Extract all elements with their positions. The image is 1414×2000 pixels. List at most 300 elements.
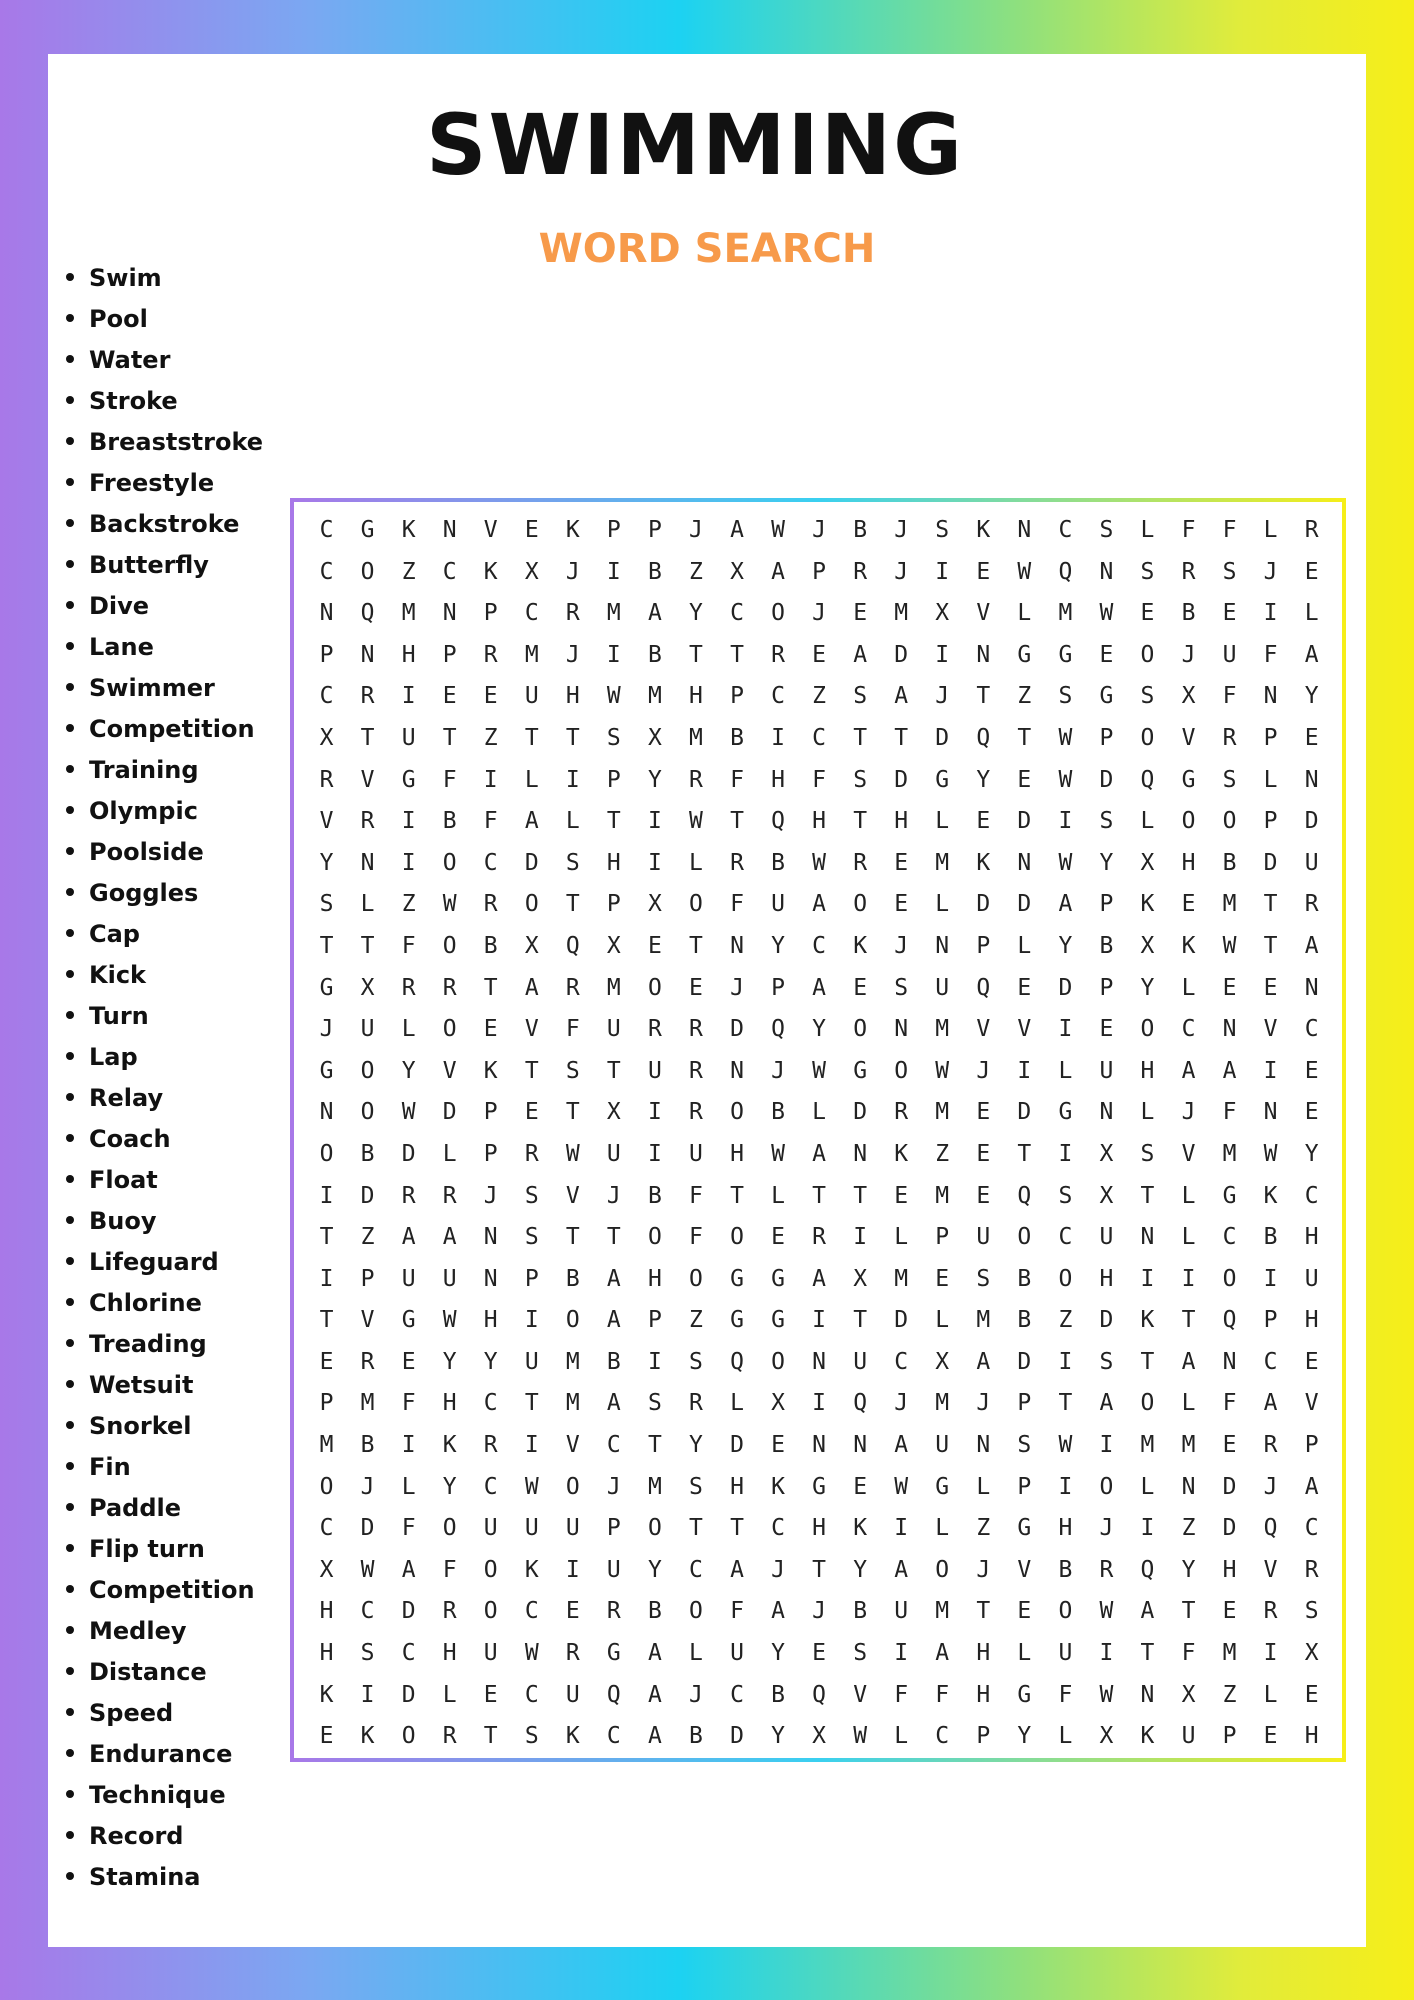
grid-letter[interactable]: W (1263, 1140, 1278, 1167)
grid-letter[interactable]: L (894, 1723, 909, 1750)
grid-letter[interactable]: J (894, 517, 909, 543)
grid-letter[interactable]: A (1140, 1598, 1155, 1625)
grid-letter[interactable]: A (730, 1556, 744, 1583)
grid-letter[interactable]: Q (1058, 558, 1073, 585)
grid-letter[interactable]: F (401, 1515, 416, 1542)
grid-letter[interactable]: H (1099, 1265, 1114, 1292)
grid-letter[interactable]: C (524, 600, 539, 627)
grid-letter[interactable]: T (894, 724, 909, 751)
grid-letter[interactable]: O (360, 558, 375, 585)
grid-letter[interactable]: O (647, 974, 662, 1001)
grid-letter[interactable]: B (771, 1681, 785, 1708)
grid-letter[interactable]: A (647, 600, 662, 627)
grid-letter[interactable]: U (1304, 1265, 1319, 1292)
grid-letter[interactable]: B (565, 1265, 580, 1292)
grid-letter[interactable]: O (565, 1307, 580, 1334)
grid-letter[interactable]: T (483, 1723, 498, 1750)
grid-letter[interactable]: N (976, 1432, 991, 1459)
grid-letter[interactable]: I (935, 558, 950, 585)
grid-letter[interactable]: D (730, 1016, 744, 1043)
grid-letter[interactable]: V (1181, 1140, 1196, 1167)
grid-letter[interactable]: D (976, 891, 991, 918)
grid-letter[interactable]: W (401, 1099, 416, 1126)
grid-letter[interactable]: T (1140, 1640, 1155, 1667)
grid-letter[interactable]: S (1140, 558, 1155, 585)
grid-letter[interactable]: W (853, 1723, 868, 1750)
grid-letter[interactable]: G (1099, 683, 1114, 710)
grid-letter[interactable]: A (1263, 1390, 1278, 1417)
grid-letter[interactable]: C (606, 1432, 621, 1459)
grid-letter[interactable]: B (771, 849, 785, 876)
grid-letter[interactable]: C (442, 558, 457, 585)
grid-letter[interactable]: R (1304, 517, 1319, 543)
grid-letter[interactable]: I (1181, 1265, 1196, 1292)
grid-letter[interactable]: N (319, 1099, 334, 1126)
grid-letter[interactable]: I (606, 641, 621, 668)
grid-letter[interactable]: K (1140, 1307, 1155, 1334)
grid-letter[interactable]: E (771, 1224, 785, 1251)
grid-letter[interactable]: A (1099, 1390, 1114, 1417)
grid-letter[interactable]: U (524, 1348, 539, 1375)
grid-letter[interactable]: P (360, 1265, 375, 1292)
grid-letter[interactable]: Z (1222, 1681, 1237, 1708)
grid-letter[interactable]: W (565, 1140, 580, 1167)
grid-letter[interactable]: N (1222, 1348, 1237, 1375)
grid-letter[interactable]: H (1181, 849, 1196, 876)
grid-letter[interactable]: V (442, 1057, 457, 1084)
grid-letter[interactable]: O (565, 1473, 580, 1500)
grid-letter[interactable]: Z (360, 1224, 375, 1251)
grid-letter[interactable]: T (565, 1224, 580, 1251)
grid-letter[interactable]: A (606, 1307, 621, 1334)
grid-letter[interactable]: F (1263, 641, 1278, 668)
grid-letter[interactable]: R (689, 766, 703, 793)
grid-letter[interactable]: Q (1222, 1307, 1237, 1334)
grid-letter[interactable]: G (1017, 641, 1032, 668)
grid-letter[interactable]: P (1263, 724, 1278, 751)
grid-letter[interactable]: Y (771, 932, 785, 959)
grid-letter[interactable]: B (442, 808, 457, 835)
grid-letter[interactable]: E (1222, 600, 1237, 627)
grid-letter[interactable]: T (565, 724, 580, 751)
grid-letter[interactable]: A (853, 641, 868, 668)
grid-letter[interactable]: C (771, 1515, 785, 1542)
grid-letter[interactable]: H (442, 1390, 457, 1417)
grid-letter[interactable]: U (606, 1556, 621, 1583)
grid-letter[interactable]: Q (976, 724, 991, 751)
grid-letter[interactable]: N (730, 1057, 744, 1084)
grid-letter[interactable]: T (524, 1390, 539, 1417)
grid-letter[interactable]: A (442, 1224, 457, 1251)
grid-letter[interactable]: N (976, 641, 991, 668)
grid-letter[interactable]: X (1181, 683, 1196, 710)
grid-letter[interactable]: A (647, 1681, 662, 1708)
grid-letter[interactable]: M (606, 600, 621, 627)
grid-letter[interactable]: F (401, 932, 416, 959)
grid-letter[interactable]: T (360, 932, 375, 959)
grid-letter[interactable]: Q (1017, 1182, 1032, 1209)
grid-letter[interactable]: L (360, 891, 375, 918)
grid-letter[interactable]: E (894, 1182, 909, 1209)
grid-letter[interactable]: B (689, 1723, 703, 1750)
grid-letter[interactable]: I (812, 1390, 827, 1417)
grid-letter[interactable]: Q (565, 932, 580, 959)
grid-letter[interactable]: E (1304, 1681, 1319, 1708)
grid-letter[interactable]: T (976, 1598, 991, 1625)
grid-letter[interactable]: O (1181, 808, 1196, 835)
grid-letter[interactable]: T (730, 1182, 744, 1209)
grid-letter[interactable]: G (812, 1473, 827, 1500)
grid-letter[interactable]: S (689, 1473, 703, 1500)
grid-letter[interactable]: P (606, 517, 621, 543)
grid-letter[interactable]: A (812, 974, 827, 1001)
grid-letter[interactable]: M (1222, 1140, 1237, 1167)
grid-letter[interactable]: L (1017, 932, 1032, 959)
grid-letter[interactable]: F (689, 1224, 703, 1251)
grid-letter[interactable]: C (730, 1681, 744, 1708)
grid-letter[interactable]: M (894, 1265, 909, 1292)
grid-letter[interactable]: T (730, 641, 744, 668)
grid-letter[interactable]: W (771, 517, 785, 543)
grid-letter[interactable]: I (1263, 1640, 1278, 1667)
grid-letter[interactable]: M (935, 1598, 950, 1625)
grid-letter[interactable]: N (1099, 558, 1114, 585)
grid-letter[interactable]: F (1058, 1681, 1073, 1708)
grid-letter[interactable]: O (689, 1598, 703, 1625)
grid-letter[interactable]: H (894, 808, 909, 835)
grid-letter[interactable]: H (319, 1640, 334, 1667)
grid-letter[interactable]: R (442, 1723, 457, 1750)
grid-letter[interactable]: B (771, 1099, 785, 1126)
grid-letter[interactable]: P (1304, 1432, 1319, 1459)
grid-letter[interactable]: W (812, 849, 827, 876)
grid-letter[interactable]: P (606, 891, 621, 918)
grid-letter[interactable]: O (771, 600, 785, 627)
grid-letter[interactable]: E (812, 641, 827, 668)
grid-letter[interactable]: C (524, 1681, 539, 1708)
grid-letter[interactable]: K (483, 1057, 498, 1084)
grid-letter[interactable]: C (1058, 517, 1073, 543)
grid-letter[interactable]: A (812, 891, 827, 918)
grid-letter[interactable]: U (771, 891, 785, 918)
grid-letter[interactable]: R (1181, 558, 1196, 585)
grid-letter[interactable]: E (1304, 1057, 1319, 1084)
grid-letter[interactable]: D (1099, 1307, 1114, 1334)
grid-letter[interactable]: F (689, 1182, 703, 1209)
grid-letter[interactable]: E (647, 932, 662, 959)
grid-letter[interactable]: V (360, 766, 375, 793)
grid-letter[interactable]: O (853, 1016, 868, 1043)
grid-letter[interactable]: L (1263, 766, 1278, 793)
grid-letter[interactable]: C (483, 849, 498, 876)
grid-letter[interactable]: M (1140, 1432, 1155, 1459)
grid-letter[interactable]: A (1304, 932, 1319, 959)
grid-letter[interactable]: I (1058, 808, 1073, 835)
grid-letter[interactable]: S (565, 1057, 580, 1084)
grid-letter[interactable]: Q (976, 974, 991, 1001)
grid-letter[interactable]: R (442, 974, 457, 1001)
grid-letter[interactable]: U (1304, 849, 1319, 876)
grid-letter[interactable]: D (935, 724, 950, 751)
grid-letter[interactable]: C (319, 517, 334, 543)
grid-letter[interactable]: X (1099, 1182, 1114, 1209)
grid-letter[interactable]: K (1140, 891, 1155, 918)
grid-letter[interactable]: H (483, 1307, 498, 1334)
grid-letter[interactable]: M (935, 1016, 950, 1043)
grid-letter[interactable]: G (1017, 1681, 1032, 1708)
grid-letter[interactable]: G (771, 1307, 785, 1334)
grid-letter[interactable]: X (812, 1723, 827, 1750)
grid-letter[interactable]: T (689, 932, 703, 959)
grid-letter[interactable]: W (771, 1140, 785, 1167)
grid-letter[interactable]: O (1058, 1598, 1073, 1625)
grid-letter[interactable]: R (565, 1640, 580, 1667)
grid-letter[interactable]: N (1140, 1224, 1155, 1251)
grid-letter[interactable]: A (730, 517, 744, 543)
grid-letter[interactable]: I (1263, 600, 1278, 627)
grid-letter[interactable]: S (606, 724, 621, 751)
grid-letter[interactable]: R (319, 766, 334, 793)
grid-letter[interactable]: A (1058, 891, 1073, 918)
grid-letter[interactable]: Y (771, 1640, 785, 1667)
grid-letter[interactable]: E (1304, 1348, 1319, 1375)
grid-letter[interactable]: K (976, 517, 991, 543)
grid-letter[interactable]: O (771, 1348, 785, 1375)
grid-letter[interactable]: X (360, 974, 375, 1001)
grid-letter[interactable]: B (647, 641, 662, 668)
grid-letter[interactable]: Z (1181, 1515, 1196, 1542)
grid-letter[interactable]: E (853, 1473, 868, 1500)
grid-letter[interactable]: O (689, 1265, 703, 1292)
grid-letter[interactable]: E (935, 1265, 950, 1292)
grid-letter[interactable]: T (730, 808, 744, 835)
grid-letter[interactable]: L (812, 1099, 827, 1126)
grid-letter[interactable]: M (1058, 600, 1073, 627)
grid-letter[interactable]: E (319, 1723, 334, 1750)
grid-letter[interactable]: P (483, 1140, 498, 1167)
grid-letter[interactable]: T (1181, 1307, 1196, 1334)
grid-letter[interactable]: P (606, 1515, 621, 1542)
grid-letter[interactable]: R (483, 1432, 498, 1459)
grid-letter[interactable]: V (1017, 1016, 1032, 1043)
grid-letter[interactable]: I (401, 849, 416, 876)
grid-letter[interactable]: S (524, 1182, 539, 1209)
grid-letter[interactable]: C (319, 558, 334, 585)
grid-letter[interactable]: M (524, 641, 539, 668)
grid-letter[interactable]: R (1263, 1598, 1278, 1625)
grid-letter[interactable]: F (401, 1390, 416, 1417)
grid-letter[interactable]: U (565, 1681, 580, 1708)
grid-letter[interactable]: T (853, 1182, 868, 1209)
grid-letter[interactable]: B (1222, 849, 1237, 876)
grid-letter[interactable]: T (647, 1432, 662, 1459)
grid-letter[interactable]: L (1181, 1390, 1196, 1417)
grid-letter[interactable]: I (894, 1515, 909, 1542)
grid-letter[interactable]: U (894, 1598, 909, 1625)
grid-letter[interactable]: D (360, 1515, 375, 1542)
grid-letter[interactable]: B (1017, 1265, 1032, 1292)
grid-letter[interactable]: T (1181, 1598, 1196, 1625)
grid-letter[interactable]: J (935, 683, 950, 710)
grid-letter[interactable]: T (853, 1307, 868, 1334)
grid-letter[interactable]: I (647, 849, 662, 876)
grid-letter[interactable]: Z (812, 683, 827, 710)
grid-letter[interactable]: M (1181, 1432, 1196, 1459)
grid-letter[interactable]: W (894, 1473, 909, 1500)
grid-letter[interactable]: T (319, 932, 334, 959)
grid-letter[interactable]: C (483, 1390, 498, 1417)
grid-letter[interactable]: G (1017, 1515, 1032, 1542)
grid-letter[interactable]: C (730, 600, 744, 627)
grid-letter[interactable]: D (401, 1681, 416, 1708)
grid-letter[interactable]: R (524, 1140, 539, 1167)
grid-letter[interactable]: H (1140, 1057, 1155, 1084)
grid-letter[interactable]: R (771, 641, 785, 668)
grid-letter[interactable]: A (1304, 641, 1319, 668)
grid-letter[interactable]: G (401, 1307, 416, 1334)
grid-letter[interactable]: R (442, 1182, 457, 1209)
grid-letter[interactable]: I (812, 1307, 827, 1334)
grid-letter[interactable]: I (319, 1182, 334, 1209)
grid-letter[interactable]: P (606, 766, 621, 793)
grid-letter[interactable]: W (689, 808, 703, 835)
grid-letter[interactable]: H (1304, 1307, 1319, 1334)
grid-letter[interactable]: N (894, 1016, 909, 1043)
grid-letter[interactable]: L (1181, 1182, 1196, 1209)
grid-letter[interactable]: Z (976, 1515, 991, 1542)
grid-letter[interactable]: J (812, 1598, 827, 1625)
grid-letter[interactable]: Z (401, 558, 416, 585)
grid-letter[interactable]: S (1099, 808, 1114, 835)
grid-letter[interactable]: E (1263, 1723, 1278, 1750)
grid-letter[interactable]: U (1181, 1723, 1196, 1750)
grid-letter[interactable]: C (689, 1556, 703, 1583)
grid-letter[interactable]: O (360, 1099, 375, 1126)
grid-letter[interactable]: V (565, 1182, 580, 1209)
grid-letter[interactable]: V (319, 808, 334, 835)
grid-letter[interactable]: S (1099, 1348, 1114, 1375)
grid-letter[interactable]: I (1263, 1057, 1278, 1084)
grid-letter[interactable]: S (1222, 558, 1237, 585)
grid-letter[interactable]: L (442, 1681, 457, 1708)
grid-letter[interactable]: Q (771, 1016, 785, 1043)
grid-letter[interactable]: J (565, 641, 580, 668)
grid-letter[interactable]: L (1304, 600, 1319, 627)
grid-letter[interactable]: G (1058, 641, 1073, 668)
grid-letter[interactable]: Y (689, 1432, 703, 1459)
grid-letter[interactable]: U (483, 1515, 498, 1542)
grid-letter[interactable]: N (483, 1265, 498, 1292)
grid-letter[interactable]: T (730, 1515, 744, 1542)
grid-letter[interactable]: D (401, 1140, 416, 1167)
grid-letter[interactable]: Y (1181, 1556, 1196, 1583)
grid-letter[interactable]: Z (689, 558, 703, 585)
grid-letter[interactable]: A (1181, 1057, 1196, 1084)
grid-letter[interactable]: O (935, 1556, 950, 1583)
grid-letter[interactable]: C (894, 1348, 909, 1375)
grid-letter[interactable]: F (935, 1681, 950, 1708)
grid-letter[interactable]: C (935, 1723, 950, 1750)
grid-letter[interactable]: E (565, 1598, 580, 1625)
grid-letter[interactable]: R (401, 1182, 416, 1209)
grid-letter[interactable]: C (483, 1473, 498, 1500)
grid-letter[interactable]: A (894, 1432, 909, 1459)
grid-letter[interactable]: T (976, 683, 991, 710)
grid-letter[interactable]: T (319, 1224, 334, 1251)
grid-letter[interactable]: A (812, 1140, 827, 1167)
grid-letter[interactable]: L (894, 1224, 909, 1251)
grid-letter[interactable]: L (1017, 1640, 1032, 1667)
grid-letter[interactable]: D (524, 849, 539, 876)
grid-letter[interactable]: I (853, 1224, 868, 1251)
grid-letter[interactable]: R (360, 808, 375, 835)
grid-letter[interactable]: E (976, 1099, 991, 1126)
grid-letter[interactable]: B (730, 724, 744, 751)
grid-letter[interactable]: M (606, 974, 621, 1001)
grid-letter[interactable]: N (812, 1432, 827, 1459)
grid-letter[interactable]: Y (319, 849, 334, 876)
grid-letter[interactable]: O (730, 1099, 744, 1126)
grid-letter[interactable]: R (812, 1224, 827, 1251)
grid-letter[interactable]: W (606, 683, 621, 710)
grid-letter[interactable]: S (1058, 1182, 1073, 1209)
grid-letter[interactable]: X (606, 1099, 621, 1126)
grid-letter[interactable]: Y (442, 1473, 457, 1500)
grid-letter[interactable]: M (565, 1390, 580, 1417)
grid-letter[interactable]: O (442, 932, 457, 959)
grid-letter[interactable]: A (606, 1390, 621, 1417)
grid-letter[interactable]: P (647, 1307, 662, 1334)
grid-letter[interactable]: H (730, 1140, 744, 1167)
grid-letter[interactable]: V (976, 600, 991, 627)
grid-letter[interactable]: K (319, 1681, 334, 1708)
grid-letter[interactable]: O (1140, 1390, 1155, 1417)
grid-letter[interactable]: O (401, 1723, 416, 1750)
grid-letter[interactable]: I (771, 724, 785, 751)
grid-letter[interactable]: Z (689, 1307, 703, 1334)
grid-letter[interactable]: N (1017, 517, 1032, 543)
grid-letter[interactable]: K (976, 849, 991, 876)
grid-letter[interactable]: B (1181, 600, 1196, 627)
grid-letter[interactable]: M (565, 1348, 580, 1375)
grid-letter[interactable]: W (442, 1307, 457, 1334)
grid-letter[interactable]: R (442, 1598, 457, 1625)
grid-letter[interactable]: S (1140, 683, 1155, 710)
grid-letter[interactable]: A (1181, 1348, 1196, 1375)
grid-letter[interactable]: J (1263, 1473, 1278, 1500)
grid-letter[interactable]: S (360, 1640, 375, 1667)
grid-letter[interactable]: D (1017, 1348, 1032, 1375)
grid-letter[interactable]: O (319, 1140, 334, 1167)
grid-letter[interactable]: I (1017, 1057, 1032, 1084)
grid-letter[interactable]: C (606, 1723, 621, 1750)
grid-letter[interactable]: N (1304, 766, 1319, 793)
grid-letter[interactable]: N (1017, 849, 1032, 876)
grid-letter[interactable]: T (689, 641, 703, 668)
grid-letter[interactable]: V (483, 517, 498, 543)
grid-letter[interactable]: O (1099, 1473, 1114, 1500)
grid-letter[interactable]: A (606, 1265, 621, 1292)
grid-letter[interactable]: J (689, 517, 703, 543)
grid-letter[interactable]: D (442, 1099, 457, 1126)
grid-letter[interactable]: O (1140, 641, 1155, 668)
grid-letter[interactable]: I (319, 1265, 334, 1292)
grid-letter[interactable]: S (524, 1224, 539, 1251)
grid-letter[interactable]: A (771, 558, 785, 585)
grid-letter[interactable]: E (524, 1099, 539, 1126)
grid-letter[interactable]: J (360, 1473, 375, 1500)
grid-letter[interactable]: G (1222, 1182, 1237, 1209)
